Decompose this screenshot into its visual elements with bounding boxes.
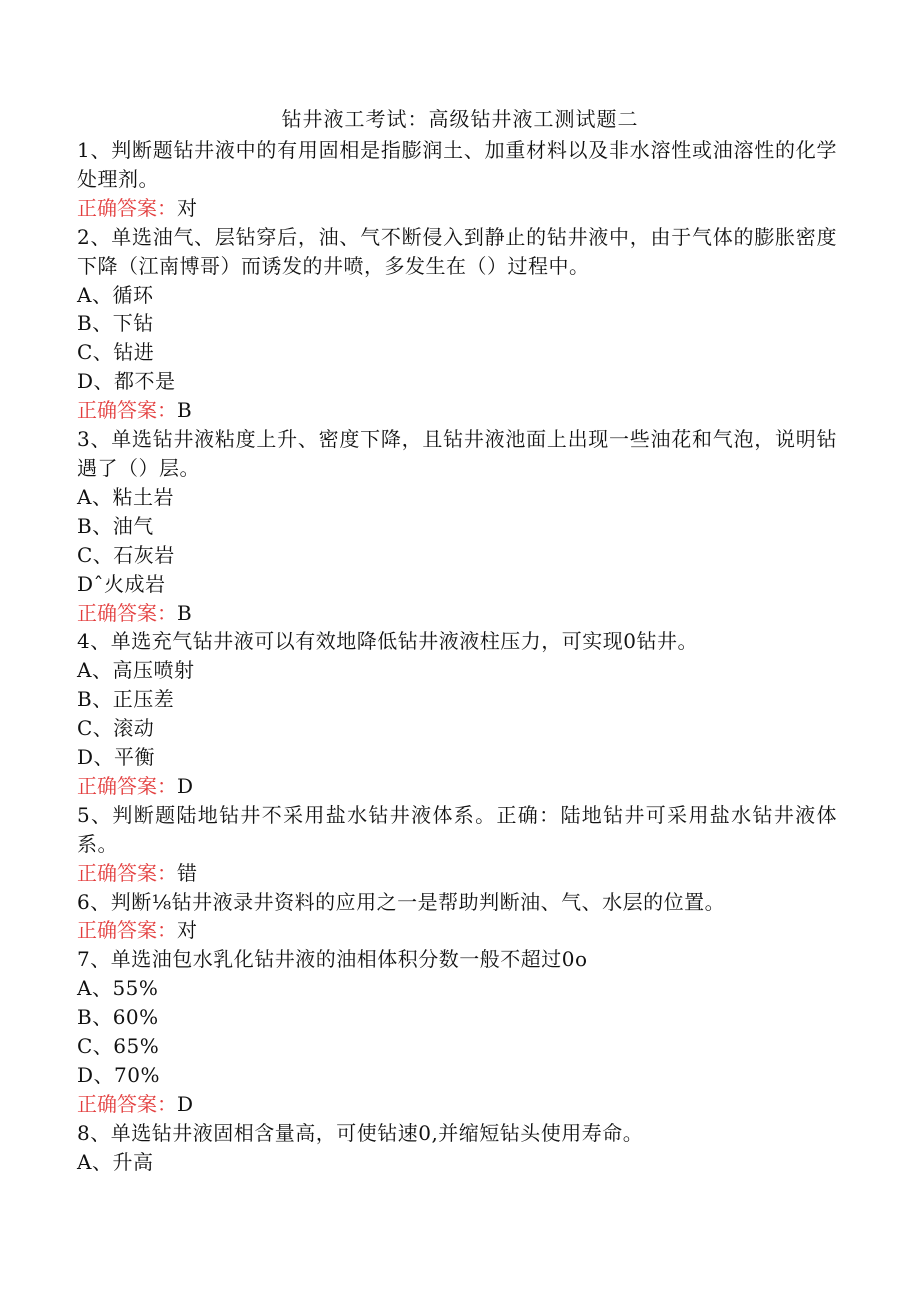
answer-line [77,1090,837,1119]
option-item: A、高压喷射 [77,658,195,683]
question-text: 6、判断⅛钻井液录井资料的应用之一是帮助判断油、气、水层的位置。 [77,889,726,914]
option-item: D、70% [77,1063,160,1087]
question-text: 7、单选油包水乳化钻井液的油相体积分数一般不超过0o [77,947,588,972]
option-item: D、都不是 [77,369,176,394]
answer-value: 对 [177,918,197,943]
option-item: A、升高 [77,1149,154,1174]
answer-label: 正确答案： [77,860,177,885]
answer-value: B [177,398,192,423]
answer-value: 对 [177,195,197,220]
answer-line [77,859,837,888]
option-item: C、滚动 [77,716,155,741]
answer-line [77,772,837,801]
answer-value: 错 [177,860,197,885]
answer-label: 正确答案： [77,773,177,798]
answer-line [77,916,837,945]
option-item: B、下钻 [77,311,154,336]
answer-label: 正确答案： [77,918,177,943]
answer-line [77,194,837,223]
answer-line [77,599,837,628]
option-item: C、石灰岩 [77,542,175,567]
option-item: A、粘土岩 [77,484,174,509]
option-item: B、油气 [77,513,154,538]
question-text: 8、单选钻井液固相含量高，可使钻速0,并缩短钻头使用寿命。 [77,1120,644,1145]
answer-label: 正确答案： [77,195,177,220]
option-item: Dˆ火成岩 [77,571,166,596]
answer-value: D [177,773,194,798]
question-text: 3、单选钻井液粘度上升、密度下降，且钻井液池面上出现一些油花和气泡，说明钻遇了（）层。 [77,427,837,480]
answer-line [77,396,837,425]
question-text: 2、单选油气、层钻穿后，油、气不断侵入到静止的钻井液中，由于气体的膨胀密度下降（江南博哥）而诱发的井喷，多发生在（）过程中。 [77,224,837,278]
answer-label: 正确答案： [77,1091,177,1116]
answer-label: 正确答案： [77,600,177,625]
option-item: A、循环 [77,282,154,307]
answer-value: B [177,600,192,625]
option-item: B、正压差 [77,687,175,712]
option-item: B、60% [77,1005,159,1030]
answer-label: 正确答案： [77,398,177,423]
option-item: A、55% [77,976,159,1001]
option-item: C、65% [77,1034,160,1059]
answer-value: D [177,1091,194,1116]
question-list [77,136,837,1177]
document-title: 钻井液工考试：高级钻井液工测试题二 [281,107,639,131]
question-text: 1、判断题钻井液中的有用固相是指膨润土、加重材料以及非水溶性或油溶性的化学处理剂。 [77,138,837,191]
question-text: 4、单选充气钻井液可以有效地降低钻井液液柱压力，可实现0钻井。 [77,629,698,654]
option-item: D、平衡 [77,745,156,770]
option-item: C、钻进 [77,340,155,365]
question-text: 5、判断题陆地钻井不采用盐水钻井液体系。正确：陆地钻井可采用盐水钻井液体系。 [77,802,837,856]
